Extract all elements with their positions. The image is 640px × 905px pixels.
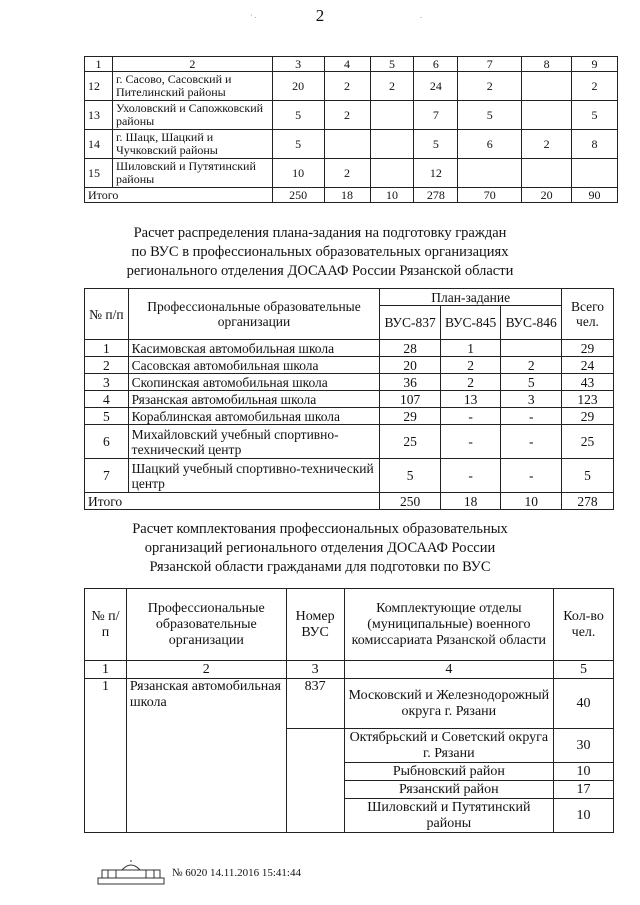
table-row: 5 Кораблинская автомобильная школа 29 - - 29	[85, 408, 614, 425]
table-row: Октябрьский и Советский округа г. Рязани 30	[85, 729, 614, 763]
col-num: 4	[324, 57, 370, 72]
cell: 2	[458, 72, 522, 101]
table-row: 1 Рязанская автомобильная школа 837 Московский и Железнодорожный округа г. Рязани 40	[85, 679, 614, 729]
header-cell: № п/п	[85, 289, 129, 340]
table-row: 4 Рязанская автомобильная школа 107 13 3 123	[85, 391, 614, 408]
cell	[324, 130, 370, 159]
total-row	[85, 188, 618, 203]
cell: 7	[414, 101, 458, 130]
header-cell: Профессиональные образовательные организации	[126, 589, 286, 661]
title-line: по ВУС в профессиональных образовательных организациях	[131, 244, 509, 260]
table-row: 7 Шацкий учебный спортивно-технический центр 5 - - 5	[85, 459, 614, 493]
header-cell: № п/п	[85, 589, 127, 661]
cell: 20	[522, 188, 572, 203]
cell: 6	[458, 130, 522, 159]
cell	[370, 101, 414, 130]
cell	[522, 72, 572, 101]
header-cell: Всего чел.	[561, 289, 613, 340]
staffing-table	[84, 588, 614, 833]
cell: 24	[414, 72, 458, 101]
header-cell: ВУС-845	[440, 306, 501, 340]
table-row: Шиловский и Путятинский районы 10	[85, 799, 614, 833]
cell: 10	[370, 188, 414, 203]
cell	[370, 159, 414, 188]
cell: 2	[324, 101, 370, 130]
table-header-row	[85, 57, 618, 72]
title-line: регионального отделения ДОСААФ России Рязанской области	[126, 263, 514, 279]
scan-speck: · .	[250, 11, 257, 20]
cell: 12	[85, 72, 113, 101]
cell: 20	[272, 72, 324, 101]
table-row: 2 Сасовская автомобильная школа 20 2 2 24	[85, 357, 614, 374]
cell: 90	[572, 188, 618, 203]
section-title	[0, 224, 640, 281]
title-line: Рязанской области гражданами для подготовки по ВУС	[149, 559, 491, 575]
plan-distribution-table	[84, 288, 614, 510]
cell: Шиловский и Путятинский районы	[112, 159, 272, 188]
cell: 12	[414, 159, 458, 188]
table-row: 6 Михайловский учебный спортивно-технический центр 25 - - 25	[85, 425, 614, 459]
col-num: 5	[370, 57, 414, 72]
header-cell: План-задание	[380, 289, 562, 306]
header-cell: Комплектующие отделы (муниципальные) военного комиссариата Рязанской области	[344, 589, 554, 661]
cell	[522, 159, 572, 188]
cell: 2	[324, 159, 370, 188]
title-line: организаций регионального отделения ДОСААФ России	[144, 540, 496, 556]
header-cell: ВУС-846	[501, 306, 562, 340]
document-registration: № 6020 14.11.2016 15:41:44	[172, 867, 301, 879]
total-label: Итого	[85, 493, 380, 510]
col-num: 6	[414, 57, 458, 72]
cell	[572, 159, 618, 188]
cell: 2	[572, 72, 618, 101]
cell: 2	[522, 130, 572, 159]
col-num: 7	[458, 57, 522, 72]
header-cell: ВУС-837	[380, 306, 441, 340]
document-footer	[96, 860, 301, 886]
cell: 14	[85, 130, 113, 159]
table-row	[85, 72, 618, 101]
cell: 70	[458, 188, 522, 203]
cell: 15	[85, 159, 113, 188]
title-line: Расчет распределения плана-задания на подготовку граждан	[133, 225, 507, 241]
cell	[522, 101, 572, 130]
table-header-row	[85, 589, 614, 661]
column-number-row: 1 2 3 4 5	[85, 661, 614, 679]
table-row: Рыбновский район 10	[85, 763, 614, 781]
table-row	[85, 101, 618, 130]
col-num: 1	[85, 57, 113, 72]
cell: 2	[324, 72, 370, 101]
total-label: Итого	[85, 188, 273, 203]
cell: 5	[572, 101, 618, 130]
header-cell: Номер ВУС	[286, 589, 344, 661]
table-row: Рязанский район 17	[85, 781, 614, 799]
table-row	[85, 159, 618, 188]
table-row	[85, 130, 618, 159]
cell: 5	[414, 130, 458, 159]
table-row: 1 Касимовская автомобильная школа 28 1 29	[85, 340, 614, 357]
cell: 13	[85, 101, 113, 130]
cell: 8	[572, 130, 618, 159]
cell	[458, 159, 522, 188]
cell: 5	[272, 130, 324, 159]
cell: 5	[272, 101, 324, 130]
title-line: Расчет комплектования профессиональных образовательных	[132, 521, 508, 537]
cell: 18	[324, 188, 370, 203]
header-cell: Кол-во чел.	[554, 589, 614, 661]
cell: 5	[458, 101, 522, 130]
page-number: 2	[315, 6, 325, 25]
cell: Ухоловский и Сапожковский районы	[112, 101, 272, 130]
building-seal-icon	[96, 860, 166, 886]
col-num: 2	[112, 57, 272, 72]
cell: 10	[272, 159, 324, 188]
district-plan-table	[84, 56, 618, 203]
cell	[370, 130, 414, 159]
cell: 2	[370, 72, 414, 101]
total-row: Итого 250 18 10 278	[85, 493, 614, 510]
col-num: 9	[572, 57, 618, 72]
col-num: 8	[522, 57, 572, 72]
header-cell: Профессиональные образовательные организации	[128, 289, 380, 340]
cell: 278	[414, 188, 458, 203]
table-header-row	[85, 289, 614, 306]
scan-speck: .	[420, 11, 422, 20]
table-row: 3 Скопинская автомобильная школа 36 2 5 43	[85, 374, 614, 391]
cell: 250	[272, 188, 324, 203]
section-title	[0, 520, 640, 577]
cell: г. Сасово, Сасовский и Пителинский районы	[112, 72, 272, 101]
col-num: 3	[272, 57, 324, 72]
cell: г. Шацк, Шацкий и Чучковский районы	[112, 130, 272, 159]
